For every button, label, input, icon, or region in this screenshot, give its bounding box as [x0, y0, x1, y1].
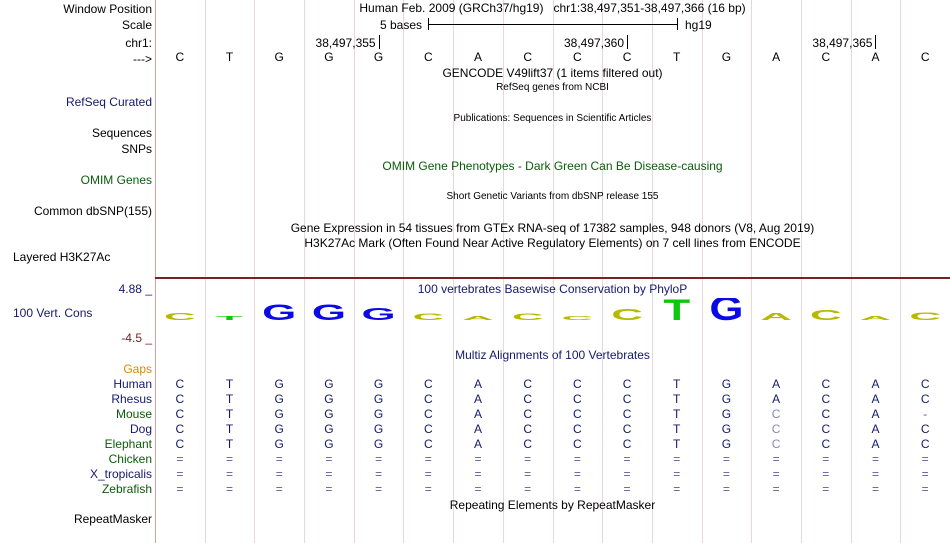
alignment-base: = — [722, 482, 730, 496]
cons-max-label: 4.88 _ — [118, 282, 152, 296]
alignment-base: = — [424, 482, 432, 496]
alignment-base: = — [226, 452, 234, 466]
track-label-repeatmasker[interactable]: RepeatMasker — [73, 512, 152, 526]
alignment-base: T — [225, 377, 234, 391]
species-label-rhesus[interactable]: Rhesus — [111, 392, 152, 406]
alignment-base: C — [523, 377, 532, 391]
alignment-base: = — [573, 467, 581, 481]
alignment-base: = — [573, 482, 581, 496]
dbsnp-track-title[interactable]: Short Genetic Variants from dbSNP release 155 — [446, 191, 659, 202]
h3k27ac-track-title[interactable]: H3K27Ac Mark (Often Found Near Active Regulatory Elements) on 7 cell lines from ENCODE — [304, 236, 801, 250]
alignment-base: A — [473, 392, 482, 406]
alignment-base: = — [673, 452, 681, 466]
alignment-base: = — [424, 467, 432, 481]
alignment-base: = — [772, 452, 780, 466]
scale-label: Scale — [121, 18, 152, 32]
alignment-base: C — [771, 437, 781, 451]
track-image-area[interactable] — [155, 0, 950, 543]
alignment-base: C — [920, 437, 930, 451]
conservation-divider — [155, 277, 950, 279]
base-letter: C — [920, 50, 930, 64]
alignment-base: A — [871, 392, 880, 406]
base-letter: G — [274, 50, 284, 64]
conservation-logo-letter: G — [262, 301, 297, 326]
alignment-base: C — [622, 407, 632, 421]
coordinate-tick-label: 38,497,355 — [315, 36, 376, 50]
base-letter: G — [373, 50, 384, 64]
base-letter: C — [573, 50, 582, 64]
alignment-base: A — [772, 377, 781, 391]
alignment-base: = — [275, 482, 283, 496]
alignment-base: G — [721, 422, 732, 436]
alignment-base: C — [573, 422, 582, 436]
scale-db-text: hg19 — [685, 18, 712, 32]
alignment-base: = — [921, 482, 929, 496]
alignment-base: = — [673, 467, 681, 481]
alignment-base: = — [375, 467, 383, 481]
base-letter: C — [423, 50, 433, 64]
alignment-base: C — [821, 392, 831, 406]
alignment-base: = — [176, 482, 184, 496]
alignment-base: A — [871, 422, 880, 436]
publications-track-title[interactable]: Publications: Sequences in Scientific Articles — [453, 113, 652, 124]
base-letter: T — [225, 50, 234, 64]
alignment-base: C — [920, 422, 930, 436]
alignment-base: = — [623, 452, 631, 466]
alignment-base: C — [523, 392, 532, 406]
conservation-logo-letter: T — [663, 298, 691, 327]
alignment-base: C — [175, 377, 185, 391]
conservation-logo-letter: G — [709, 298, 744, 328]
alignment-base: = — [772, 482, 780, 496]
alignment-base: C — [920, 392, 930, 406]
track-label-100-vert-cons[interactable]: 100 Vert. Cons — [13, 306, 93, 320]
track-label-refseq[interactable]: RefSeq Curated — [65, 95, 152, 109]
alignment-base: C — [573, 392, 582, 406]
alignment-base: = — [524, 482, 532, 496]
alignment-base: = — [474, 482, 482, 496]
base-letter: G — [721, 50, 732, 64]
alignment-base: = — [474, 452, 482, 466]
alignment-base: T — [673, 377, 681, 391]
alignment-base: - — [923, 407, 928, 421]
coordinate-tick — [379, 35, 380, 49]
alignment-base: C — [573, 407, 582, 421]
base-letter: A — [871, 50, 880, 64]
species-label-x_tropicalis[interactable]: X_tropicalis — [89, 467, 152, 481]
alignment-base: A — [871, 377, 880, 391]
assembly-position-title — [155, 1, 950, 15]
coordinate-tick — [875, 35, 876, 49]
alignment-base: C — [423, 392, 433, 406]
alignment-base: = — [822, 482, 830, 496]
alignment-base: = — [226, 482, 234, 496]
alignment-base: A — [473, 422, 482, 436]
alignment-base: = — [772, 467, 780, 481]
alignment-base: G — [373, 437, 384, 451]
alignment-base: C — [821, 422, 831, 436]
alignment-base: G — [324, 422, 334, 436]
scale-bar — [428, 24, 678, 25]
alignment-base: T — [225, 392, 234, 406]
alignment-base: = — [921, 452, 929, 466]
alignment-base: = — [424, 452, 432, 466]
alignment-base: = — [673, 482, 681, 496]
alignment-base: G — [274, 377, 284, 391]
alignment-base: = — [871, 467, 879, 481]
base-letter: C — [821, 50, 831, 64]
track-label-snps[interactable]: SNPs — [121, 142, 152, 156]
window-position-label: Window Position — [63, 2, 152, 16]
alignment-base: G — [324, 392, 334, 406]
alignment-base: = — [623, 482, 631, 496]
conservation-logo-letter: C — [164, 310, 196, 323]
base-letter: G — [324, 50, 334, 64]
refseq-track-title[interactable]: RefSeq genes from NCBI — [496, 82, 609, 93]
alignment-base: C — [175, 407, 185, 421]
alignment-base: C — [771, 422, 781, 436]
alignment-base: T — [673, 407, 681, 421]
alignment-base: G — [373, 422, 384, 436]
alignment-base: G — [274, 422, 284, 436]
alignment-base: G — [373, 377, 384, 391]
gencode-track-title[interactable]: GENCODE V49lift37 (1 items filtered out) — [442, 66, 663, 80]
alignment-base: C — [622, 377, 632, 391]
conservation-logo-letter: C — [412, 311, 445, 323]
alignment-base: C — [622, 422, 632, 436]
strand-toggle[interactable]: ---> — [133, 52, 152, 66]
alignment-base: C — [423, 437, 433, 451]
alignment-base: T — [225, 422, 234, 436]
alignment-base: C — [622, 437, 632, 451]
coordinate-tick-label: 38,497,360 — [563, 36, 625, 50]
conservation-logo-letter: C — [561, 315, 594, 322]
alignment-base: = — [325, 482, 333, 496]
alignment-base: C — [821, 437, 831, 451]
alignment-base: = — [524, 452, 532, 466]
species-label-elephant[interactable]: Elephant — [104, 437, 152, 451]
alignment-base: A — [473, 407, 482, 421]
alignment-base: A — [473, 377, 482, 391]
alignment-base: = — [524, 467, 532, 481]
alignment-base: T — [673, 392, 681, 406]
alignment-base: = — [871, 452, 879, 466]
conservation-logo-letter: A — [462, 315, 494, 322]
alignment-base: = — [623, 467, 631, 481]
base-letter: C — [175, 50, 185, 64]
alignment-base: C — [175, 422, 185, 436]
alignment-base: C — [920, 377, 930, 391]
conservation-logo-letter: C — [909, 310, 941, 323]
coordinate-tick — [627, 35, 628, 49]
repeatmasker-track-title[interactable]: Repeating Elements by RepeatMasker — [449, 498, 656, 512]
alignment-base: = — [226, 467, 234, 481]
species-label-human[interactable]: Human — [113, 377, 152, 391]
alignment-base: C — [423, 422, 433, 436]
alignment-base: G — [721, 437, 732, 451]
base-letter: T — [673, 50, 681, 64]
scale-bases-text: 5 bases — [380, 18, 423, 32]
alignment-base: = — [275, 452, 283, 466]
alignment-base: T — [225, 407, 234, 421]
alignment-base: G — [324, 407, 334, 421]
track-label-common-dbsnp[interactable]: Common dbSNP(155) — [33, 204, 152, 218]
chrom-label: chr1: — [125, 36, 152, 50]
gtex-track-title[interactable]: Gene Expression in 54 tissues from GTEx RNA-seq of 17382 samples, 948 donors (V8, Aug 2019) — [290, 221, 815, 235]
base-letter: A — [772, 50, 781, 64]
assembly-name: Human Feb. 2009 (GRCh37/hg19) — [359, 1, 544, 15]
conservation-logo-letter: C — [611, 305, 643, 324]
conservation-logo-letter: A — [760, 310, 792, 323]
alignment-base: G — [373, 407, 384, 421]
alignment-base: C — [523, 407, 532, 421]
cons-min-label: -4.5 _ — [121, 331, 152, 345]
alignment-base: T — [225, 437, 234, 451]
base-letter: A — [473, 50, 482, 64]
alignment-base: A — [871, 407, 880, 421]
conservation-logo-letter: G — [311, 301, 346, 326]
alignment-base: = — [375, 482, 383, 496]
conservation-logo-letter: A — [859, 315, 892, 322]
base-letter: C — [622, 50, 632, 64]
alignment-base: = — [921, 467, 929, 481]
species-label-mouse[interactable]: Mouse — [115, 407, 152, 421]
alignment-base: C — [622, 392, 632, 406]
conservation-logo — [155, 298, 950, 338]
species-label-dog[interactable]: Dog — [129, 422, 152, 436]
alignment-base: = — [325, 452, 333, 466]
phylop-track-title[interactable]: 100 vertebrates Basewise Conservation by PhyloP — [417, 282, 688, 296]
alignment-base: T — [673, 437, 681, 451]
alignment-base: G — [274, 407, 284, 421]
alignment-base: = — [573, 452, 581, 466]
alignment-base: C — [771, 407, 781, 421]
track-label-sequences[interactable]: Sequences — [91, 126, 152, 140]
alignment-base: G — [721, 377, 732, 391]
alignment-base: A — [473, 437, 482, 451]
omim-track-title[interactable]: OMIM Gene Phenotypes - Dark Green Can Be Disease-causing — [382, 159, 723, 173]
alignment-base: T — [673, 422, 681, 436]
multiz-track-title[interactable]: Multiz Alignments of 100 Vertebrates — [455, 348, 650, 362]
alignment-base: C — [175, 392, 185, 406]
alignment-base: G — [324, 377, 334, 391]
alignment-base: = — [275, 467, 283, 481]
conservation-logo-letter: T — [216, 315, 243, 322]
alignment-base: A — [772, 392, 781, 406]
alignment-base: = — [176, 452, 184, 466]
alignment-base: = — [474, 467, 482, 481]
alignment-base: G — [274, 437, 284, 451]
alignment-base: C — [175, 437, 185, 451]
alignment-base: C — [423, 407, 433, 421]
species-label-zebrafish[interactable]: Zebrafish — [101, 482, 152, 496]
alignment-base: C — [423, 377, 433, 391]
alignment-base: = — [325, 467, 333, 481]
scale-bar-right-end — [677, 18, 678, 30]
alignment-base: G — [324, 437, 334, 451]
alignment-base: G — [721, 407, 732, 421]
alignment-base: = — [375, 452, 383, 466]
alignment-base: C — [523, 422, 532, 436]
track-label-gaps[interactable]: Gaps — [123, 362, 152, 376]
alignment-base: G — [721, 392, 732, 406]
conservation-logo-letter: C — [809, 306, 842, 324]
alignment-base: = — [822, 467, 830, 481]
species-label-chicken[interactable]: Chicken — [108, 452, 152, 466]
track-label-layered-h3k27ac[interactable]: Layered H3K27Ac — [13, 250, 111, 264]
coordinate-tick-label: 38,497,365 — [812, 36, 873, 50]
alignment-base: G — [274, 392, 284, 406]
alignment-base: G — [373, 392, 384, 406]
conservation-logo-letter: C — [511, 311, 544, 323]
position-range: chr1:38,497,351-38,497,366 (16 bp) — [553, 1, 746, 15]
alignment-base: C — [821, 377, 831, 391]
alignment-base: = — [822, 452, 830, 466]
track-label-omim[interactable]: OMIM Genes — [80, 173, 152, 187]
alignment-base: C — [821, 407, 831, 421]
alignment-base: = — [722, 452, 730, 466]
alignment-base: = — [722, 467, 730, 481]
alignment-base: = — [871, 482, 879, 496]
alignment-base: = — [176, 467, 184, 481]
conservation-logo-letter: G — [361, 304, 396, 325]
alignment-base: A — [871, 437, 880, 451]
alignment-base: C — [573, 377, 582, 391]
alignment-base: C — [573, 437, 582, 451]
base-letter: C — [523, 50, 532, 64]
alignment-base: C — [523, 437, 532, 451]
track-label-column — [0, 0, 155, 543]
